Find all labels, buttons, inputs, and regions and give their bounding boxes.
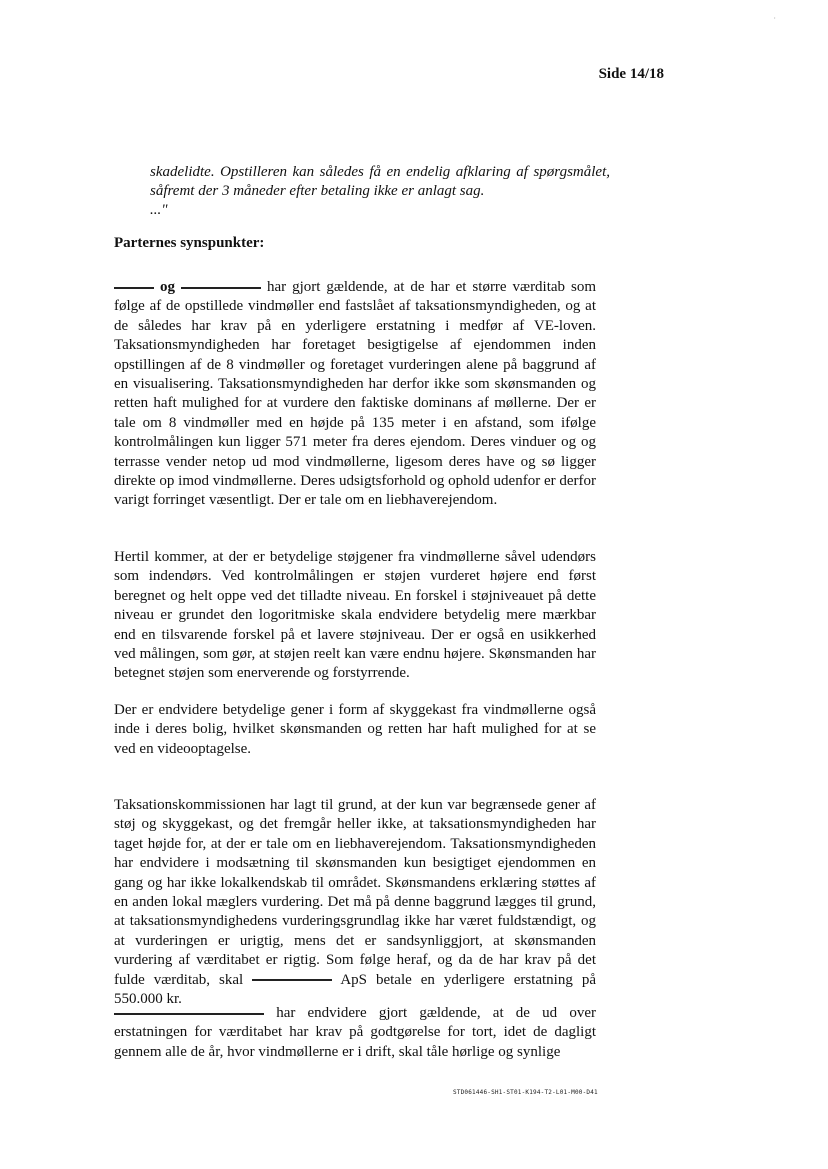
paragraph-4-text: Taksationskommissionen har lagt til grund, at der kun var begrænsede gener af støj og skyggekast, og det fremgår heller ikke, at taksationsmyndigheden har taget højde for, at der er tale om en liebhaverejendom. Taksationsmyndigheden har endvidere i modsætning til skønsmanden kun besigtiget ejendommen en gang og har ikke lokalkendskab til området. Skønsmandens erklæring støttes af en anden lokal mæglers vurdering. Det må på denne baggrund lægges til grund, at taksationsmyndighedens vurderingsgrundlag ikke har været fuldstændigt, og at vurderingen er urigtig, mens det er sandsynliggjort, at skønsmanden vurdering af værditabet er rigtig. Som følge heraf, og da de har krav på det fulde værditab, skal [114,797,596,988]
paragraph-1-lead: og [159,279,175,295]
paragraph-1 [114,278,596,511]
paragraph-3-text: Der er endvidere betydelige gener i form af skyggekast fra vindmøllerne også inde i deres bolig, hvilket skønsmanden og retten har haft mulighed for at se ved en videooptagelse. [114,702,596,757]
quoted-text [150,163,610,220]
footer-stamp: STD061446-SH1-ST01-K194-T2-L01-M00-D41 [453,1089,598,1096]
paragraph-5-text: har endvidere gjort gældende, at de ud over erstatningen for værditabet har krav på godtgørelse for tort, idet de dagligt gennem alle de år, hvor vindmøllerne er i drift, skal tåle hørlige og synlige [114,1005,596,1060]
redaction-mark [114,281,154,295]
paragraph-5 [114,1004,596,1062]
quote-lines: skadelidte. Opstilleren kan således få en endelig afklaring af spørgsmålet, såfremt der 3 måneder efter betaling ikke er anlagt sag. [150,164,610,199]
quote-ellipsis: ..." [150,202,168,218]
redaction-mark [114,1007,264,1021]
paragraph-2-text: Hertil kommer, at der er betydelige støjgener fra vindmøllerne såvel udendørs som indendørs. Ved kontrolmålingen er støjen vurderet højere end først beregnet og helt oppe ved det tilladte niveau. En forskel i støjniveauet på dette niveau er grundet den logoritmiske skala endvidere betydelig mere mærkbar end en tilsvarende forskel på et lavere støjniveau. Der er også en usikkerhed ved målingen, som gør, at støjen reelt kan være endnu højere. Skønsmanden har betegnet støjen som enerverende og forstyrrende. [114,549,596,682]
paragraph-2 [114,548,596,684]
paragraph-1-text: har gjort gældende, at de har et større værditab som følge af de opstillede vindmøller end fastslået af taksationsmyndigheden, og at de således har krav på en yderligere erstatning i medfør af VE-loven. Taksationsmyndigheden har foretaget besigtigelse af ejendommen inden opstillingen af de 8 vindmøller og foretaget vurderingen alene på baggrund af en visualisering. Taksationsmyndigheden har derfor ikke som skønsmanden og retten haft mulighed for at vurdere den faktiske dominans af møllerne. Der er tale om 8 vindmøller med en højde på 135 meter i en afstand, som ifølge kontrolmålingen kun ligger 571 meter fra deres ejendom. Deres vinduer og og terrasse vender netop ud mod vindmøllerne, ligesom deres have og sø ligger direkte op imod vindmøllerne. Deres udsigtsforhold og ophold udenfor er derfor varigt forringet væsentligt. Der er tale om en liebhaverejendom. [114,279,597,509]
redaction-mark [181,281,261,295]
paragraph-4-tail: ApS betale en yderligere erstatning på 550.000 kr. [114,971,596,1008]
paragraph-3 [114,701,596,759]
corner-mark: · [773,14,776,23]
section-heading: Parternes synspunkter: [114,235,265,251]
page-number: Side 14/18 [598,66,664,82]
redaction-mark [252,973,332,987]
paragraph-4 [114,796,596,1009]
